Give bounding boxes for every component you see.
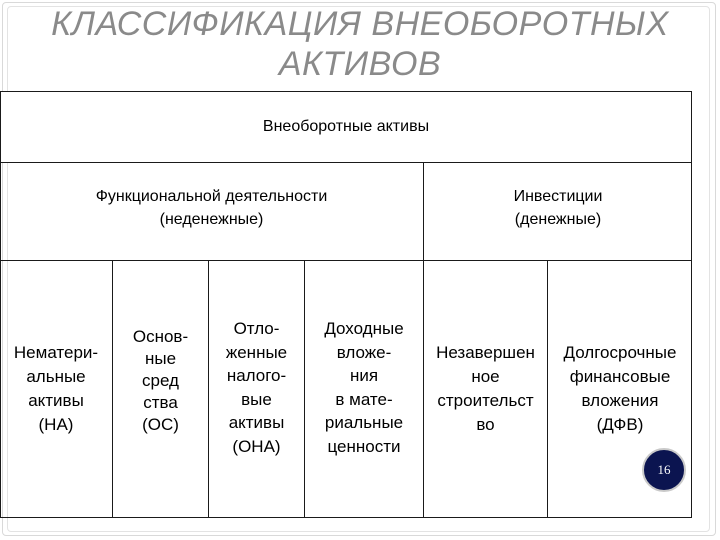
- root-node-label: Внеоборотные активы: [262, 118, 430, 135]
- leaf-deferred-tax: Отло- женные налого- вые активы (ОНА): [225, 319, 288, 456]
- leaf-fixed-assets: Основ- ные сред ства (ОС): [132, 327, 189, 434]
- group-investment-line-2: (денежные): [514, 211, 602, 228]
- group-functional-line-2: (неденежные): [159, 211, 264, 228]
- page-number-badge: [642, 448, 686, 492]
- group-functional-line-1: Функциональной деятельности: [95, 188, 328, 205]
- slide-title: [0, 4, 720, 84]
- page-number: 16: [657, 462, 671, 477]
- group-functional: [0, 185, 423, 231]
- leaf-long-term-investments: Долгосрочные финансовые вложения (ДФВ): [563, 343, 677, 434]
- leaf-construction: Незавершен ное строительст во: [436, 343, 535, 434]
- title-line-1: КЛАССИФИКАЦИЯ ВНЕОБОРОТНЫХ: [51, 5, 669, 43]
- title-line-2: АКТИВОВ: [278, 45, 442, 83]
- leaf-income-assets: Доходные вложе- ния в мате- риальные ценности: [324, 319, 404, 456]
- group-investment: [424, 185, 692, 231]
- group-investment-line-1: Инвестиции: [513, 188, 603, 205]
- leaf-intangible: Нематери- альные активы (НА): [13, 343, 99, 434]
- root-node: [0, 91, 692, 163]
